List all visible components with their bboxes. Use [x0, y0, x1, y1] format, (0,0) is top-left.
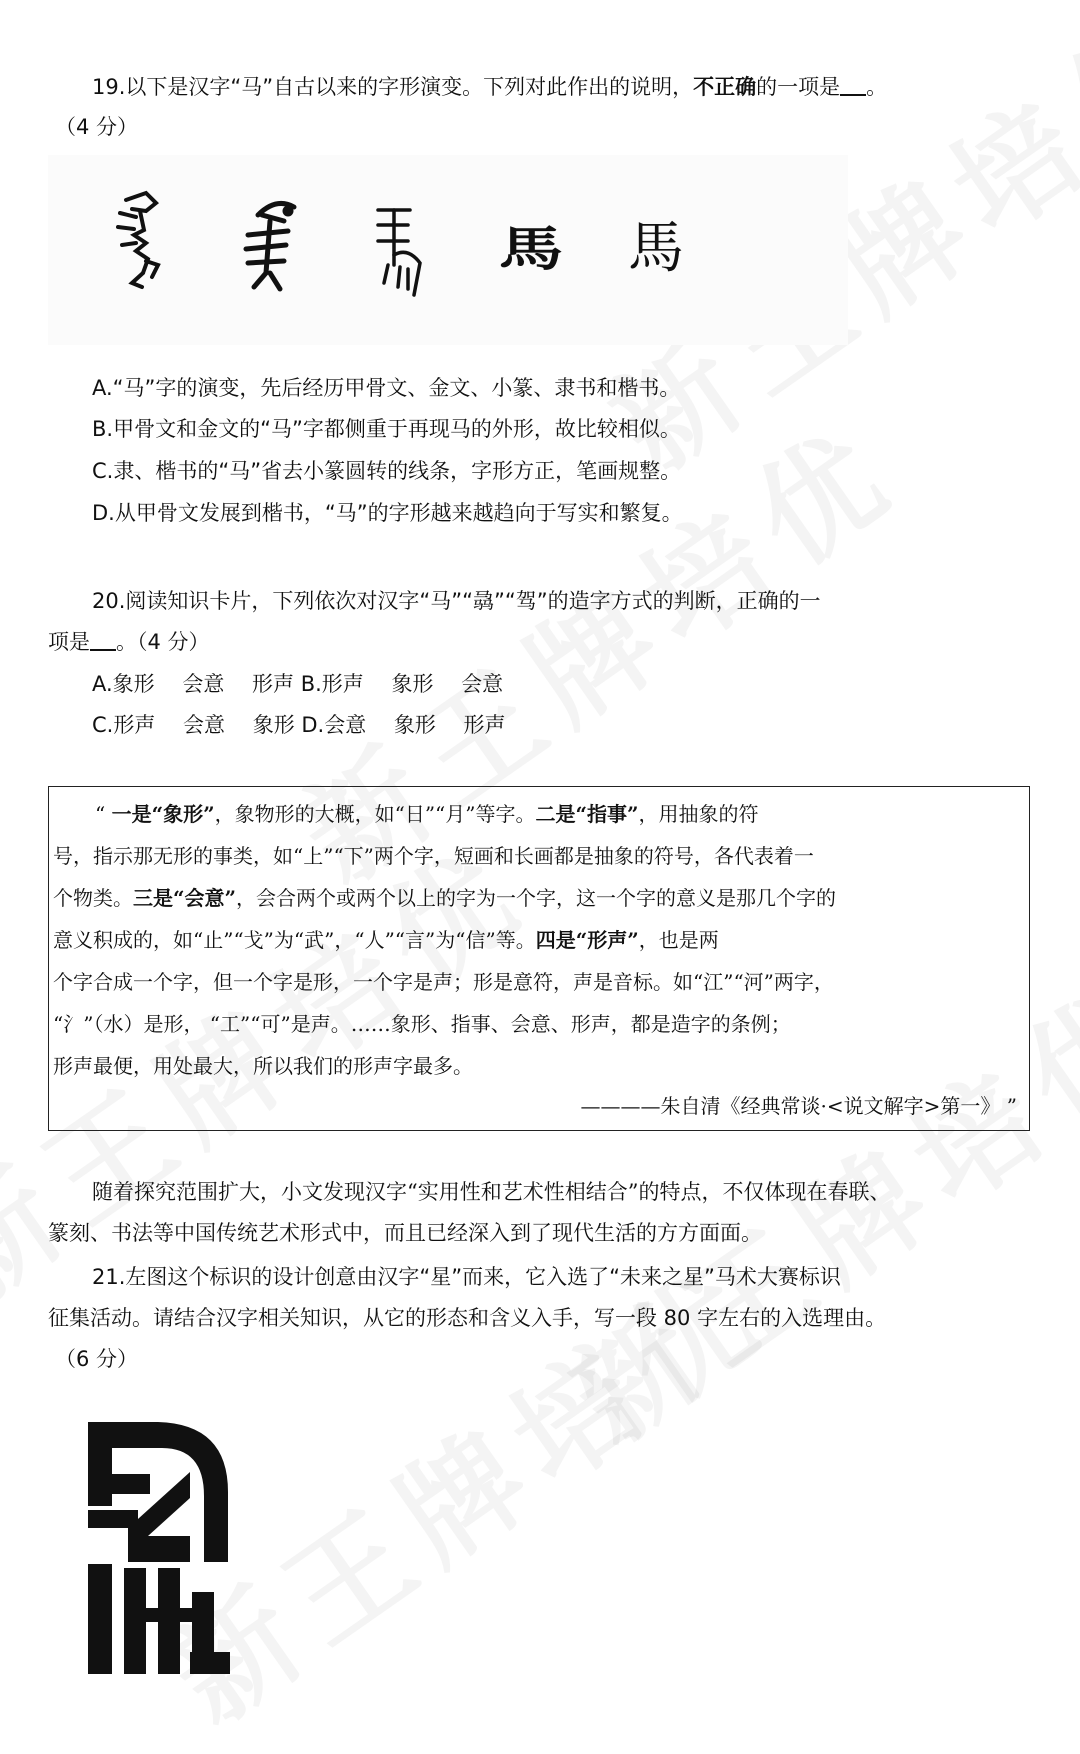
card-line-6: “氵”（水）是形， “工”“可”是声。……象形、指事、会意、形声，都是造字的条例；: [53, 1012, 791, 1036]
q21-stem-cont: 征集活动。请结合汉字相关知识，从它的形态和含义入手，写一段 80 字左右的入选理由。: [48, 1306, 887, 1330]
ma-evolution-glyphs: [48, 155, 848, 345]
xiaozhuan-ma-glyph: [378, 210, 420, 295]
jinwen-ma-glyph: [246, 203, 294, 289]
answer-blank: [840, 76, 866, 96]
card-line-1: “ 一是“象形”，象物形的大概，如“日”“月”等字。二是“指事”，用抽象的符: [95, 802, 759, 826]
lishu-ma-glyph: 馬: [498, 221, 564, 278]
q19-points: （4 分）: [55, 115, 139, 139]
transition-paragraph-line-2: 篆刻、书法等中国传统艺术形式中，而且已经深入到了现代生活的方方面面。: [48, 1221, 762, 1245]
kaishu-ma-glyph: 馬: [628, 216, 684, 281]
card-line-2: 号，指示那无形的事类，如“上”“下”两个字，短画和长画都是抽象的符号，各代表着一: [53, 844, 814, 868]
q21-stem: 21.左图这个标识的设计创意由汉字“星”而来，它入选了“未来之星”马术大赛标识: [92, 1265, 841, 1289]
card-line-4: 意义积成的，如“止”“戈”为“武”，“人”“言”为“信”等。四是“形声”，也是两: [53, 928, 719, 952]
q20-stem-cont: 项是 。（4 分）: [48, 630, 210, 654]
q21-points: （6 分）: [55, 1347, 139, 1371]
card-line-3: 个物类。三是“会意”，会合两个或两个以上的字为一个字，这一个字的意义是那几个字的: [53, 886, 837, 910]
card-line-7: 形声最便，用处最大，所以我们的形声字最多。: [53, 1054, 473, 1078]
q19-option-d[interactable]: D.从甲骨文发展到楷书，“马”的字形越来越趋向于写实和繁复。: [92, 501, 683, 525]
q19-option-a[interactable]: A.“马”字的演变，先后经历甲骨文、金文、小篆、隶书和楷书。: [92, 376, 681, 400]
answer-blank: [90, 631, 116, 651]
q19-emphasis: 不正确: [693, 75, 757, 99]
q20-options-row1[interactable]: A.象形 会意 形声 B.形声 象形 会意: [92, 672, 504, 696]
q19-stem: 19.以下是汉字“马”自古以来的字形演变。下列对此作出的说明，不正确的一项是 。: [92, 75, 888, 99]
star-character-logo: [78, 1412, 268, 1682]
q20-stem: 20.阅读知识卡片，下列依次对汉字“马”“骉”“驾”的造字方式的判断，正确的一: [92, 589, 821, 613]
q19-option-b[interactable]: B.甲骨文和金文的“马”字都侧重于再现马的外形，故比较相似。: [92, 417, 681, 441]
knowledge-card: [48, 786, 1030, 1131]
q20-options-row2[interactable]: C.形声 会意 象形 D.会意 象形 形声: [92, 713, 506, 737]
card-line-5: 个字合成一个字，但一个字是形，一个字是声；形是意符，声是音标。如“江”“河”两字，: [53, 970, 834, 994]
ma-evolution-figure: [48, 155, 848, 345]
q19-option-c[interactable]: C.隶、楷书的“马”省去小篆圆转的线条，字形方正，笔画规整。: [92, 459, 682, 483]
card-source: ————朱自清《经典常谈·<说文解字>第一》 ”: [580, 1094, 1017, 1118]
jiaguwen-ma-glyph: [118, 193, 158, 287]
transition-paragraph-line-1: 随着探究范围扩大，小文发现汉字“实用性和艺术性相结合”的特点，不仅体现在春联、: [92, 1180, 891, 1204]
